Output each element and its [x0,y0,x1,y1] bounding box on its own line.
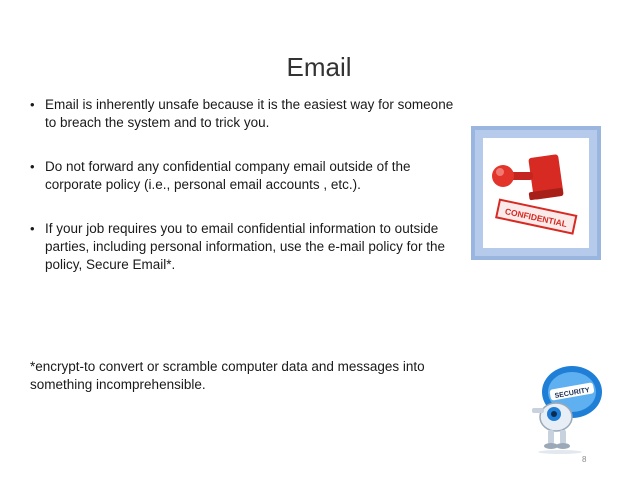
stamp-label: CONFIDENTIAL [504,206,569,230]
bullet-item: • If your job requires you to email confidential information to outside parties, including personal information, use the e-mail policy for the policy, Secure Email*. [30,220,460,274]
confidential-stamp-icon [483,138,589,248]
robot-badge-label: SECURITY [554,386,591,400]
slide-title: Email [286,52,352,82]
security-robot-icon [522,362,606,454]
bullet-list [30,96,460,300]
bullet-item: • Email is inherently unsafe because it is the easiest way for someone to breach the system and to trick you. [30,96,460,132]
footnote: *encrypt-to convert or scramble computer data and messages into something incomprehensible. [30,359,425,392]
confidential-stamp-image [471,126,601,260]
page-number: 8 [582,455,587,464]
bullet-item: • Do not forward any confidential company email outside of the corporate policy (i.e., personal email accounts , etc.). [30,158,460,194]
